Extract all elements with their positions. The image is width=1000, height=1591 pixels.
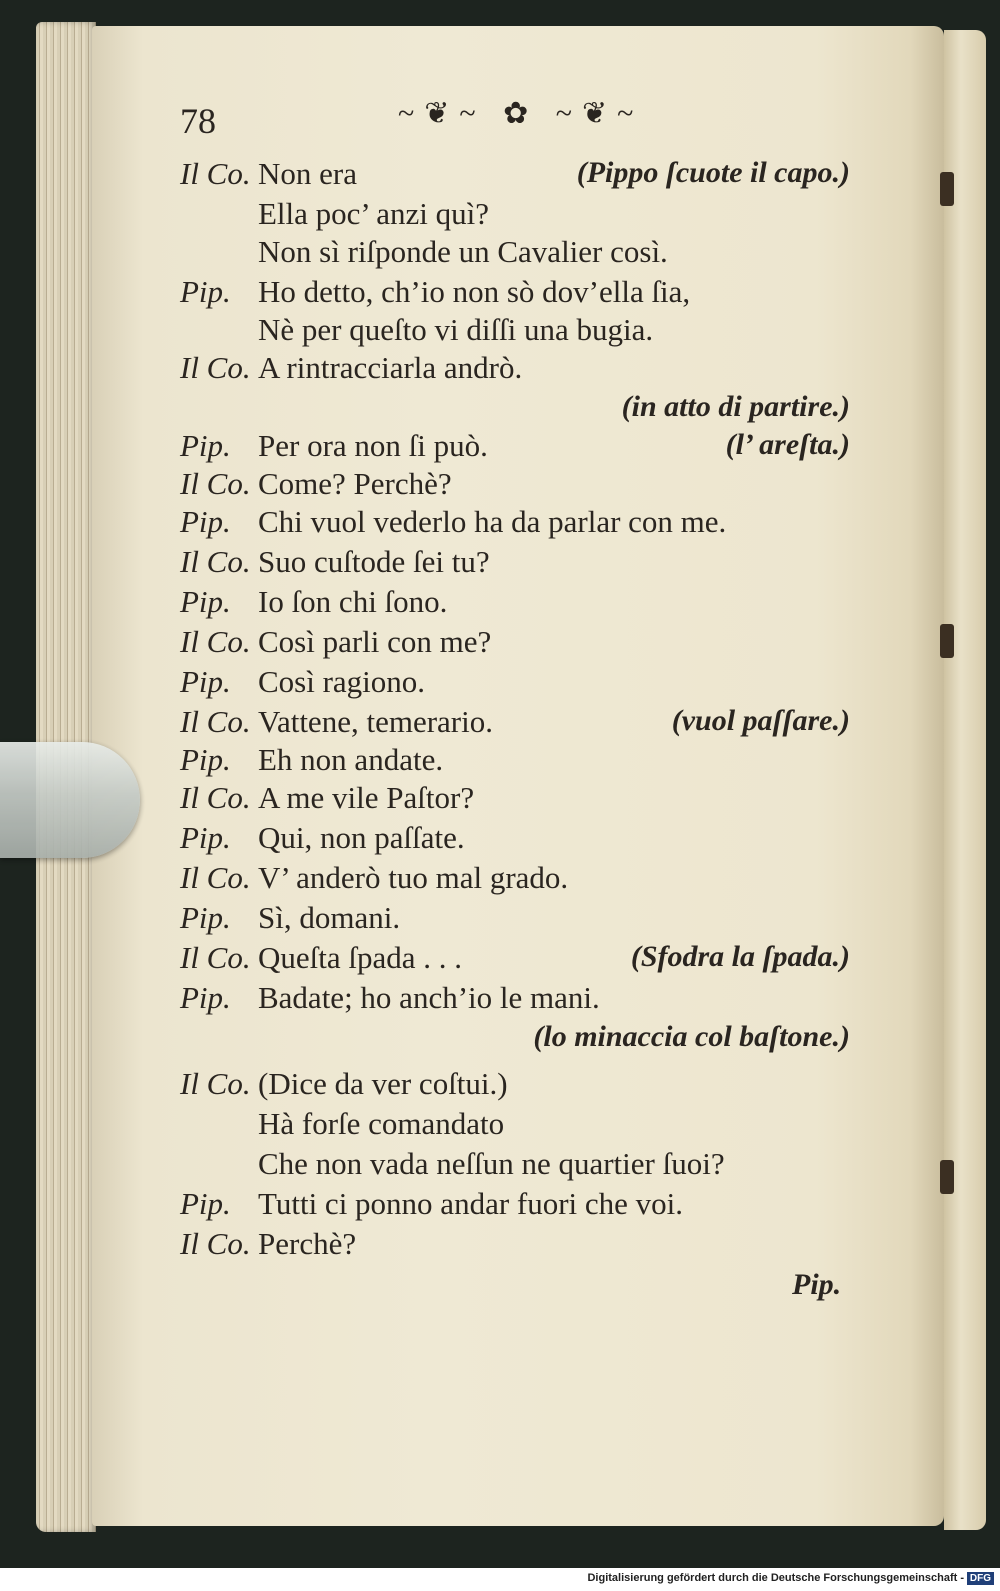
verse-line: Come? Perchè? xyxy=(258,466,452,501)
speaker-label: Il Co. xyxy=(180,1066,251,1101)
speaker-label: Il Co. xyxy=(180,704,251,739)
verse-line: Io ſon chi ſono. xyxy=(258,584,448,619)
speaker-label: Pip. xyxy=(180,274,231,309)
catchword: Pip. xyxy=(792,1268,842,1301)
footer-bar xyxy=(0,1568,1000,1591)
verse-line: Nè per queſto vi diſſi una bugia. xyxy=(258,312,654,347)
verse-line: Hà forſe comandato xyxy=(258,1106,505,1141)
verse-line: Queſta ſpada . . . xyxy=(258,940,463,975)
verse-line: Così ragiono. xyxy=(258,664,426,699)
verse-line: Non era xyxy=(258,156,357,191)
speaker-label: Il Co. xyxy=(180,624,251,659)
stage-direction: (lo minaccia col baſtone.) xyxy=(533,1020,850,1053)
verse-line: V’ anderò tuo mal grado. xyxy=(258,860,569,895)
speaker-label: Pip. xyxy=(180,584,231,619)
verse-line: Perchè? xyxy=(258,1226,357,1261)
speaker-label: Il Co. xyxy=(180,466,251,501)
verse-line: Chi vuol vederlo ha da parlar con me. xyxy=(258,504,727,539)
verse-line: A rintracciarla andrò. xyxy=(258,350,523,385)
verse-line: Tutti ci ponno andar fuori che voi. xyxy=(258,1186,684,1221)
verse-line: Ho detto, ch’io non sò dov’ella ſia, xyxy=(258,274,691,309)
verse-line: Badate; ho anch’io le mani. xyxy=(258,980,600,1015)
speaker-label: Il Co. xyxy=(180,1226,251,1261)
next-page-edge xyxy=(944,30,986,1530)
stage-direction: (Pippo ſcuote il capo.) xyxy=(576,156,850,189)
speaker-label: Pip. xyxy=(180,900,231,935)
stage-direction: (in atto di partire.) xyxy=(621,390,850,423)
speaker-label: Il Co. xyxy=(180,860,251,895)
verse-line: Eh non andate. xyxy=(258,742,444,777)
verse-line: Per ora non ſi può. xyxy=(258,428,488,463)
verse-line: A me vile Paſtor? xyxy=(258,780,475,815)
speaker-label: Il Co. xyxy=(180,156,251,191)
verse-line: (Dice da ver coſtui.) xyxy=(258,1066,508,1101)
stage-direction: (vuol paſſare.) xyxy=(671,704,850,737)
speaker-label: Pip. xyxy=(180,1186,231,1221)
verse-line: Sì, domani. xyxy=(258,900,401,935)
thumb-holder xyxy=(0,742,140,858)
verse-line: Vattene, temerario. xyxy=(258,704,493,739)
verse-line: Che non vada neſſun ne quartier ſuoi? xyxy=(258,1146,725,1181)
page-tab-marker xyxy=(940,624,954,658)
verse-line: Ella poc’ anzi quì? xyxy=(258,196,489,231)
page-tab-marker xyxy=(940,1160,954,1194)
footer-credit: Digitalisierung gefördert durch die Deutsche Forschungsgemeinschaft - xyxy=(587,1572,964,1584)
speaker-label: Il Co. xyxy=(180,940,251,975)
speaker-label: Il Co. xyxy=(180,780,251,815)
stage-direction: (Sfodra la ſpada.) xyxy=(630,940,850,973)
verse-line: Suo cuſtode ſei tu? xyxy=(258,544,490,579)
speaker-label: Pip. xyxy=(180,664,231,699)
verse-line: Non sì riſponde un Cavalier così. xyxy=(258,234,668,269)
header-ornament: ~❦~ ✿ ~❦~ xyxy=(398,97,644,130)
verse-line: Così parli con me? xyxy=(258,624,492,659)
speaker-label: Pip. xyxy=(180,980,231,1015)
speaker-label: Pip. xyxy=(180,820,231,855)
page-number: 78 xyxy=(180,101,216,141)
speaker-label: Pip. xyxy=(180,742,231,777)
speaker-label: Il Co. xyxy=(180,544,251,579)
page-tab-marker xyxy=(940,172,954,206)
verse-line: Qui, non paſſate. xyxy=(258,820,465,855)
speaker-label: Pip. xyxy=(180,428,231,463)
stage-direction: (l’ areſta.) xyxy=(725,428,850,461)
speaker-label: Il Co. xyxy=(180,350,251,385)
speaker-label: Pip. xyxy=(180,504,231,539)
dfg-logo: DFG xyxy=(967,1572,994,1585)
